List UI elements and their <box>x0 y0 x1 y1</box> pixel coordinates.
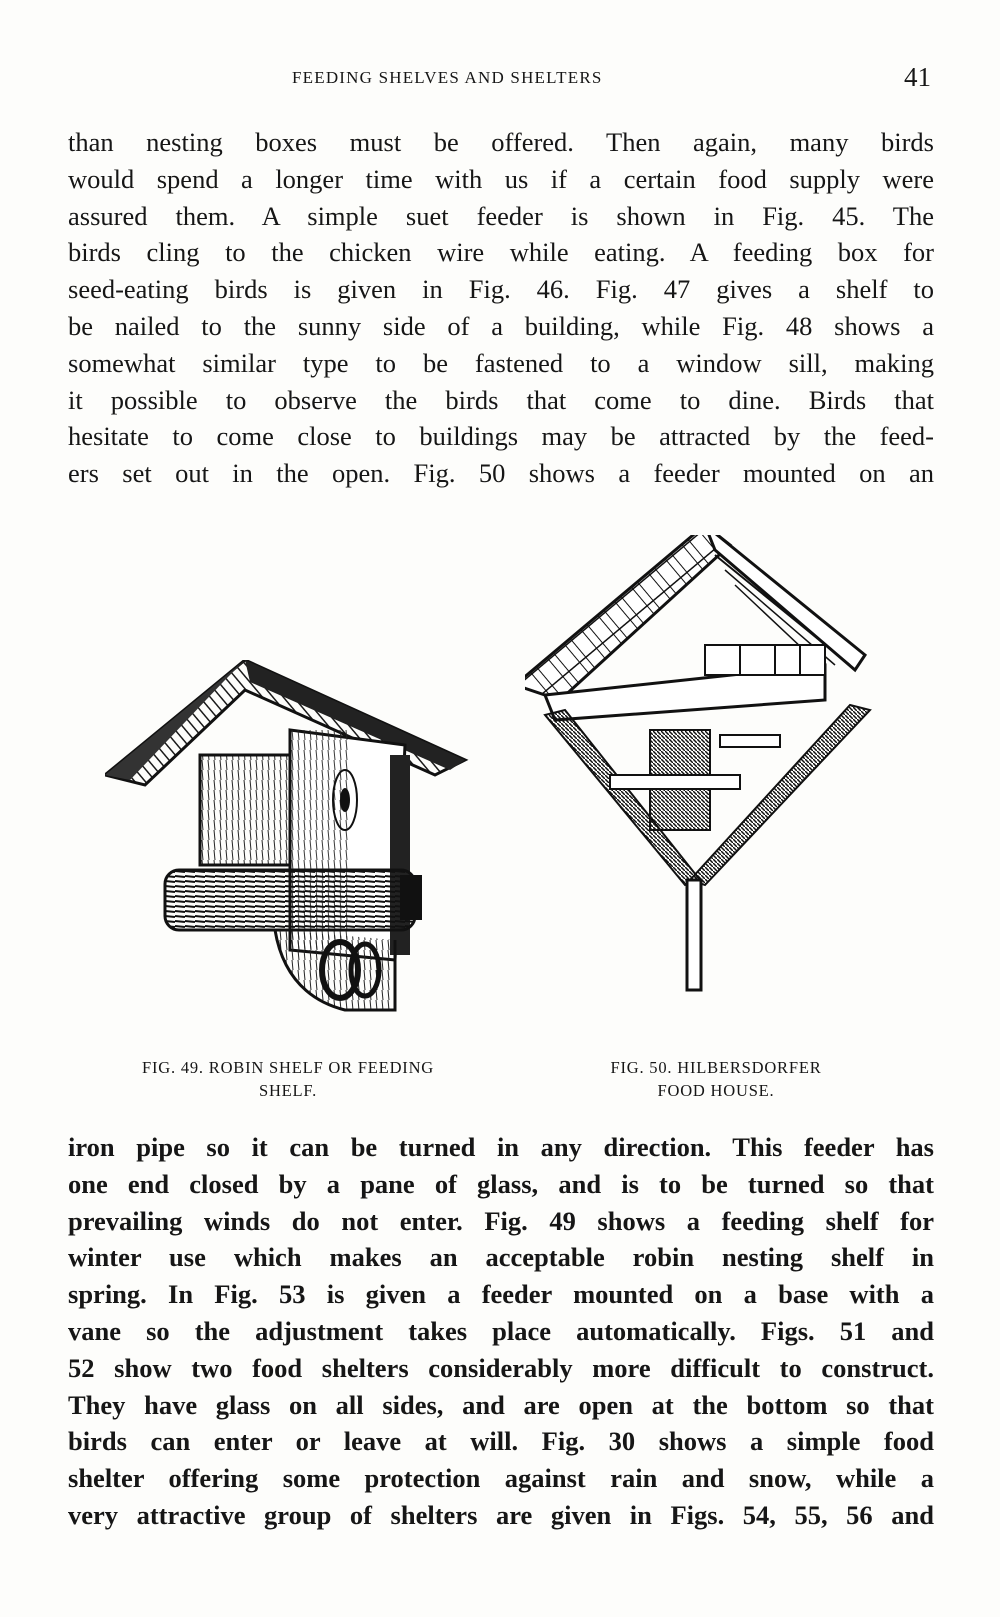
text-line: than nesting boxes must be offered. Then again, many birds <box>68 127 934 157</box>
text-line: They have glass on all sides, and are open at the bottom so that <box>68 1389 934 1420</box>
text-line: hesitate to come close to buildings may be attracted by the feed- <box>68 421 934 452</box>
fig49-illustration <box>105 660 485 1030</box>
text-line: 52 show two food shelters considerably more difficult to construct. <box>68 1352 934 1383</box>
text-line: prevailing winds do not enter. Fig. 49 shows a feeding shelf for <box>68 1205 934 1236</box>
text-line: birds cling to the chicken wire while eating. A feeding box for <box>68 237 934 268</box>
fig49-caption-line2: SHELF. <box>258 1081 318 1100</box>
fig49-caption-line1: FIG. 49. ROBIN SHELF OR FEEDING <box>141 1058 435 1077</box>
text-line: would spend a longer time with us if a certain food supply were <box>68 163 934 194</box>
fig49-caption <box>88 1056 488 1102</box>
text-line: spring. In Fig. 53 is given a feeder mounted on a base with a <box>68 1279 934 1310</box>
running-head <box>0 64 1000 94</box>
text-line: birds can enter or leave at will. Fig. 30 shows a simple food <box>68 1426 934 1457</box>
text-line: it possible to observe the birds that come to dine. Birds that <box>68 384 934 415</box>
text-line: vane so the adjustment takes place automatically. Figs. 51 and <box>68 1315 934 1346</box>
text-line: ers set out in the open. Fig. 50 shows a feeder mounted on an <box>68 458 934 489</box>
text-line: iron pipe so it can be turned in any direction. This feeder has <box>68 1132 934 1162</box>
text-line: very attractive group of shelters are given in Figs. 54, 55, 56 and <box>68 1499 934 1530</box>
text-line: one end closed by a pane of glass, and is to be turned so that <box>68 1168 934 1199</box>
text-line: assured them. A simple suet feeder is shown in Fig. 45. The <box>68 200 934 231</box>
fig50-caption <box>566 1056 866 1102</box>
paragraph-bottom <box>68 1129 934 1534</box>
fig50-caption-line2: FOOD HOUSE. <box>657 1081 775 1100</box>
paragraph-top <box>68 124 934 492</box>
text-line: be nailed to the sunny side of a building, while Fig. 48 shows a <box>68 310 934 341</box>
page-number: 41 <box>904 62 931 92</box>
text-line: seed-eating birds is given in Fig. 46. Fig. 47 gives a shelf to <box>68 274 934 305</box>
text-line: shelter offering some protection against rain and snow, while a <box>68 1463 934 1494</box>
fig50-illustration <box>525 535 905 1035</box>
text-line: winter use which makes an acceptable robin nesting shelf in <box>68 1242 934 1273</box>
fig50-caption-line1: FIG. 50. HILBERSDORFER <box>610 1058 822 1077</box>
text-line: somewhat similar type to be fastened to a window sill, making <box>68 347 934 378</box>
running-title: FEEDING SHELVES AND SHELTERS <box>292 68 603 87</box>
